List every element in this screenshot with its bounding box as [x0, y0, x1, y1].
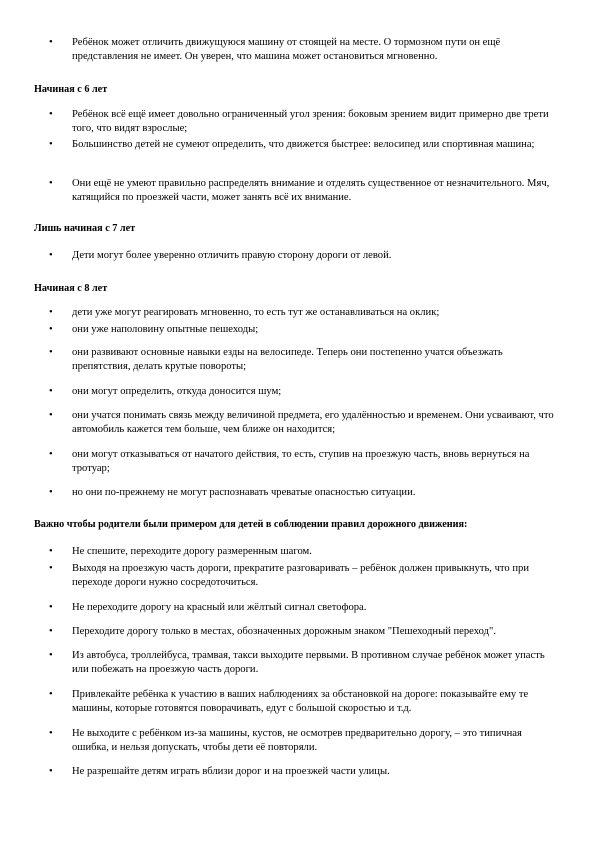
list-item-text: они уже наполовину опытные пешеходы; — [72, 324, 259, 335]
list-item-text: Ребёнок может отличить движущуюся машину от стоящей на месте. О тормозном пути он ещё представления не имеет. Он уверен, что машина может остановиться мгновенно. — [72, 37, 501, 62]
list-item-text: Большинство детей не сумеют определить, что движется быстрее: велосипед или спортивная машина; — [72, 139, 535, 150]
section-heading: Начиная с 8 лет — [34, 283, 108, 294]
section-heading: Начиная с 6 лет — [34, 84, 108, 95]
bullet-icon: • — [49, 602, 53, 613]
bullet-icon: • — [49, 37, 53, 48]
list-item-text: Переходите дорогу только в местах, обозначенных дорожным знаком "Пешеходный переход". — [72, 626, 496, 637]
list-item-text: дети уже могут реагировать мгновенно, то есть тут же останавливаться на оклик; — [72, 307, 440, 318]
bullet-icon: • — [49, 449, 53, 460]
list-item-text: они могут определить, откуда доносится шум; — [72, 386, 282, 397]
bullet-icon: • — [49, 563, 53, 574]
list-item-text: Дети могут более уверенно отличить правую сторону дороги от левой. — [72, 250, 392, 261]
bullet-icon: • — [49, 347, 53, 358]
list-item-text: Они ещё не умеют правильно распределять внимание и отделять существенное от незначительного. Мяч, катящийся по проезжей части, может занять всё их внимание. — [72, 178, 550, 203]
bullet-icon: • — [49, 250, 53, 261]
section-heading: Важно чтобы родители были примером для детей в соблюдении правил дорожного движения: — [34, 519, 468, 530]
bullet-icon: • — [49, 307, 53, 318]
list-item-text: Не выходите с ребёнком из-за машины, кустов, не осмотрев предварительно дорогу, – это типичная ошибка, и нельзя допускать, чтобы дети её повторяли. — [72, 728, 522, 753]
list-item-text: Выходя на проезжую часть дороги, прекратите разговаривать – ребёнок должен привыкнуть, что при переходе дороги нужно сосредоточиться. — [72, 563, 529, 588]
bullet-icon: • — [49, 410, 53, 421]
list-item-text: Из автобуса, троллейбуса, трамвая, такси выходите первыми. В противном случае ребёнок может упасть или побежать на проезжую часть дороги. — [72, 650, 545, 675]
list-item-text: Не спешите, переходите дорогу размеренным шагом. — [72, 546, 312, 557]
bullet-icon: • — [49, 386, 53, 397]
section-heading: Лишь начиная с 7 лет — [34, 223, 136, 234]
list-item-text: Не переходите дорогу на красный или жёлтый сигнал светофора. — [72, 602, 367, 613]
list-item-text: они могут отказываться от начатого действия, то есть, ступив на проезжую часть, вновь вернуться на тротуар; — [72, 449, 530, 474]
list-item-text: Привлекайте ребёнка к участию в ваших наблюдениях за обстановкой на дороге: показывайте ему те машины, которые готовятся поворачивать, едут с большой скоростью и т.д. — [72, 689, 529, 714]
bullet-icon: • — [49, 324, 53, 335]
list-item-text: они учатся понимать связь между величиной предмета, его удалённостью и временем. Они усваивают, что автомобиль кажется тем больше, чем ближе он находится; — [72, 410, 554, 435]
bullet-icon: • — [49, 626, 53, 637]
bullet-icon: • — [49, 689, 53, 700]
list-item-text: но они по-прежнему не могут распознавать чреватые опасностью ситуации. — [72, 487, 416, 498]
bullet-icon: • — [49, 728, 53, 739]
list-item-text: Не разрешайте детям играть вблизи дорог и на проезжей части улицы. — [72, 766, 390, 777]
bullet-icon: • — [49, 178, 53, 189]
bullet-icon: • — [49, 766, 53, 777]
bullet-icon: • — [49, 487, 53, 498]
list-item-text: Ребёнок всё ещё имеет довольно ограниченный угол зрения: боковым зрением видит примерно две трети того, что видят взрослые; — [72, 109, 549, 134]
bullet-icon: • — [49, 109, 53, 120]
bullet-icon: • — [49, 139, 53, 150]
list-item-text: они развивают основные навыки езды на велосипеде. Теперь они постепенно учатся объезжать препятствия, делать крутые повороты; — [72, 347, 503, 372]
bullet-icon: • — [49, 546, 53, 557]
bullet-icon: • — [49, 650, 53, 661]
